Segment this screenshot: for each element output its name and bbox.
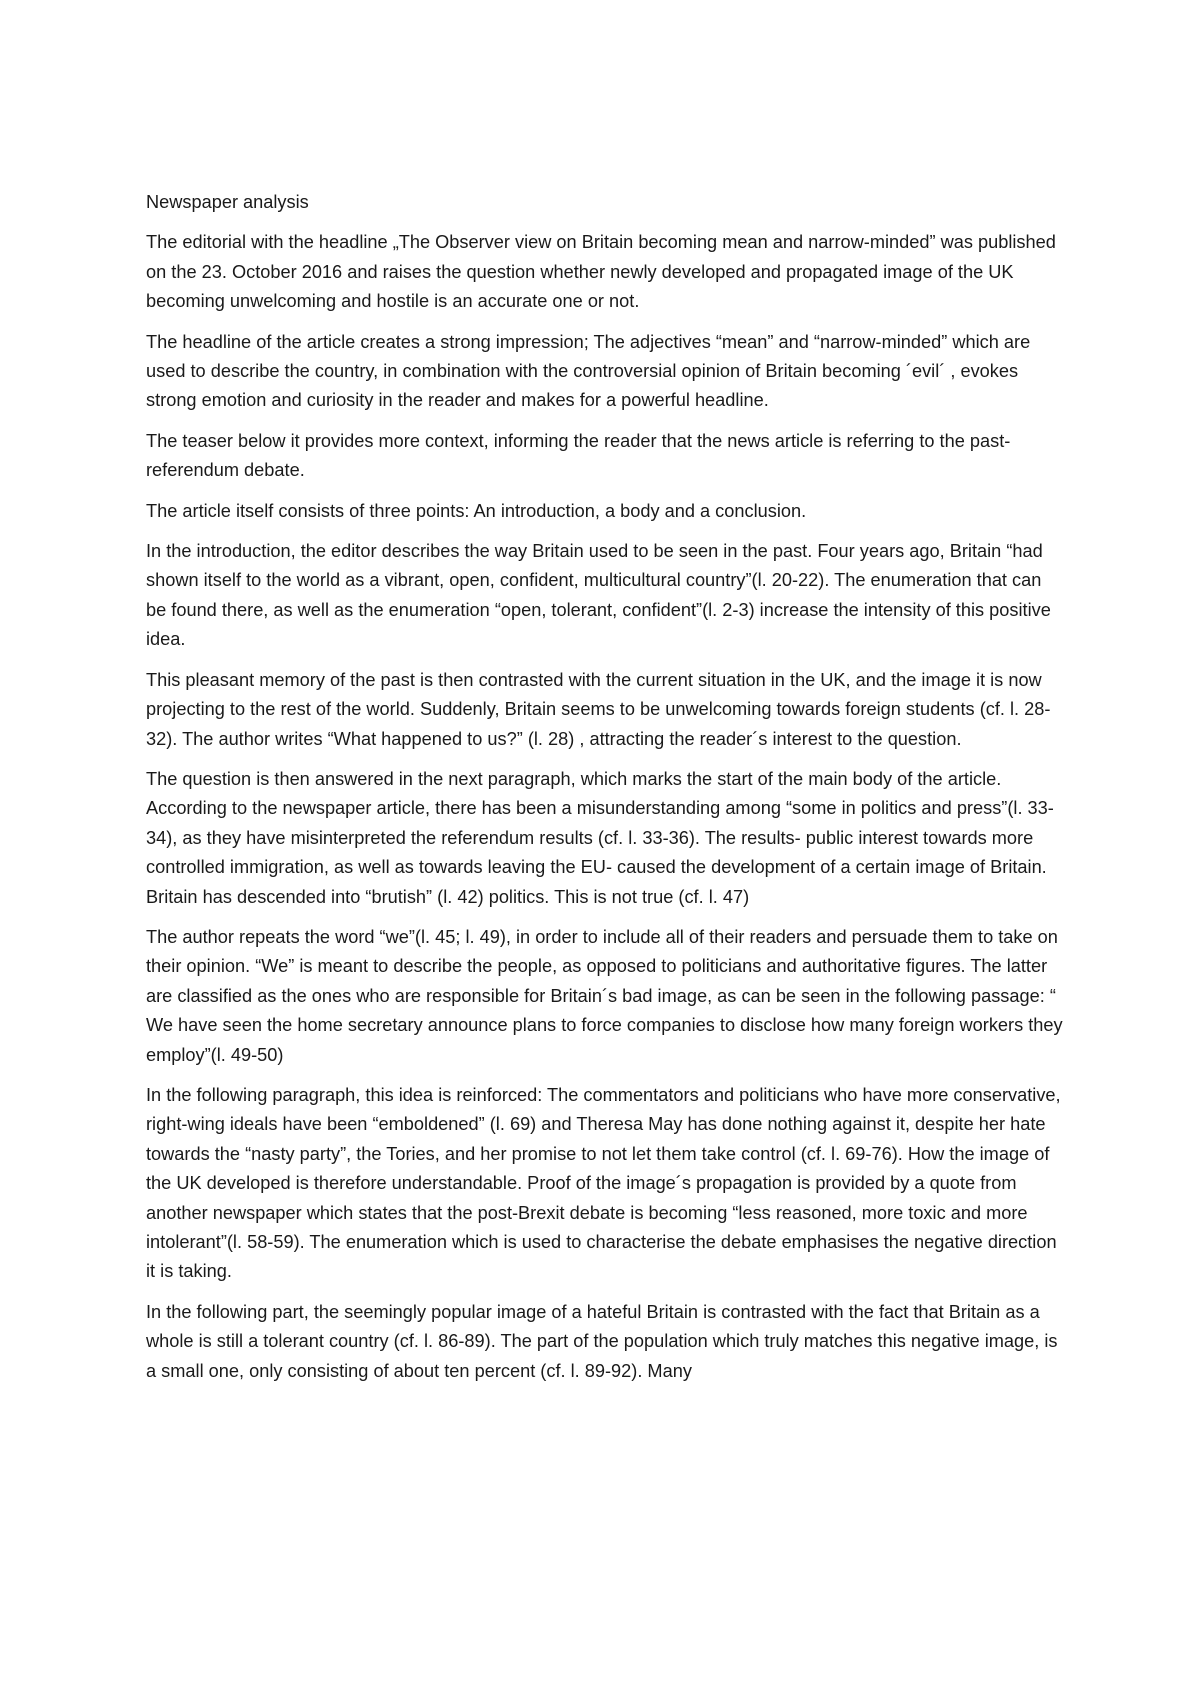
paragraph-reinforced: In the following paragraph, this idea is reinforced: The commentators and politicians who have more conservative, right-wing ideals have been “emboldened” (l. 69) and Theresa May has done nothing against it, despite her hate towards the “nasty party”, the Tories, and her promise to not let them take control (cf. l. 69-76). How the image of the UK developed is therefore understandable. Proof of the image´s propagation is provided by a quote from another newspaper which states that the post-Brexit debate is becoming “less reasoned, more toxic and more intolerant”(l. 58-59). The enumeration which is used to characterise the debate emphasises the negative direction it is taking.	[146, 1084, 1061, 1282]
paragraph-we: The author repeats the word “we”(l. 45; l. 49), in order to include all of their readers and persuade them to take on their opinion. “We” is meant to describe the people, as opposed to politicians and authoritative figures. The latter are classified as the ones who are responsible for Britain´s bad image, as can be seen in the following passage: “ We have seen the home secretary announce plans to force companies to disclose how many foreign workers they employ”(l. 49-50)	[146, 926, 1063, 1065]
paragraph-introduction: In the introduction, the editor describes the way Britain used to be seen in the past. Four years ago, Britain “had shown itself to the world as a vibrant, open, confident, multicultural country”(l. 20-22). The enumeration that can be found there, as well as the enumeration “open, tolerant, confident”(l. 2-3) increase the intensity of this positive idea.	[146, 541, 1051, 650]
paragraph-main-body: The question is then answered in the next paragraph, which marks the start of the main body of the article. According to the newspaper article, there has been a misunderstanding among “some in politics and press”(l. 33-34), as they have misinterpreted the referendum results (cf. l. 33-36). The results- public interest towards more controlled immigration, as well as towards leaving the EU- caused the development of a certain image of Britain. Britain has descended into “brutish” (l. 42) politics. This is not true (cf. l. 47)	[146, 768, 1054, 907]
paragraph-teaser: The teaser below it provides more context, informing the reader that the news article is referring to the past-referendum debate.	[146, 430, 1011, 481]
paragraph-intro: The editorial with the headline „The Observer view on Britain becoming mean and narrow-minded” was published on the 23. October 2016 and raises the question whether newly developed and propagated image of the UK becoming unwelcoming and hostile is an accurate one or not.	[146, 232, 1056, 312]
paragraph-tolerant: In the following part, the seemingly popular image of a hateful Britain is contrasted with the fact that Britain as a whole is still a tolerant country (cf. l. 86-89). The part of the population which truly matches this negative image, is a small one, only consisting of about ten percent (cf. l. 89-92). Many	[146, 1301, 1058, 1381]
paragraph-contrast: This pleasant memory of the past is then contrasted with the current situation in the UK, and the image it is now projecting to the rest of the world. Suddenly, Britain seems to be unwelcoming towards foreign students (cf. l. 28-32). The author writes “What happened to us?” (l. 28) , attracting the reader´s interest to the question.	[146, 669, 1051, 749]
paragraph-headline: The headline of the article creates a strong impression; The adjectives “mean” and “narrow-minded” which are used to describe the country, in combination with the controversial opinion of Britain becoming ´evil´ , evokes strong emotion and curiosity in the reader and makes for a powerful headline.	[146, 331, 1031, 411]
document-body	[146, 188, 1066, 1397]
document-title: Newspaper analysis	[146, 192, 309, 212]
paragraph-structure: The article itself consists of three points: An introduction, a body and a conclusion.	[146, 500, 807, 521]
